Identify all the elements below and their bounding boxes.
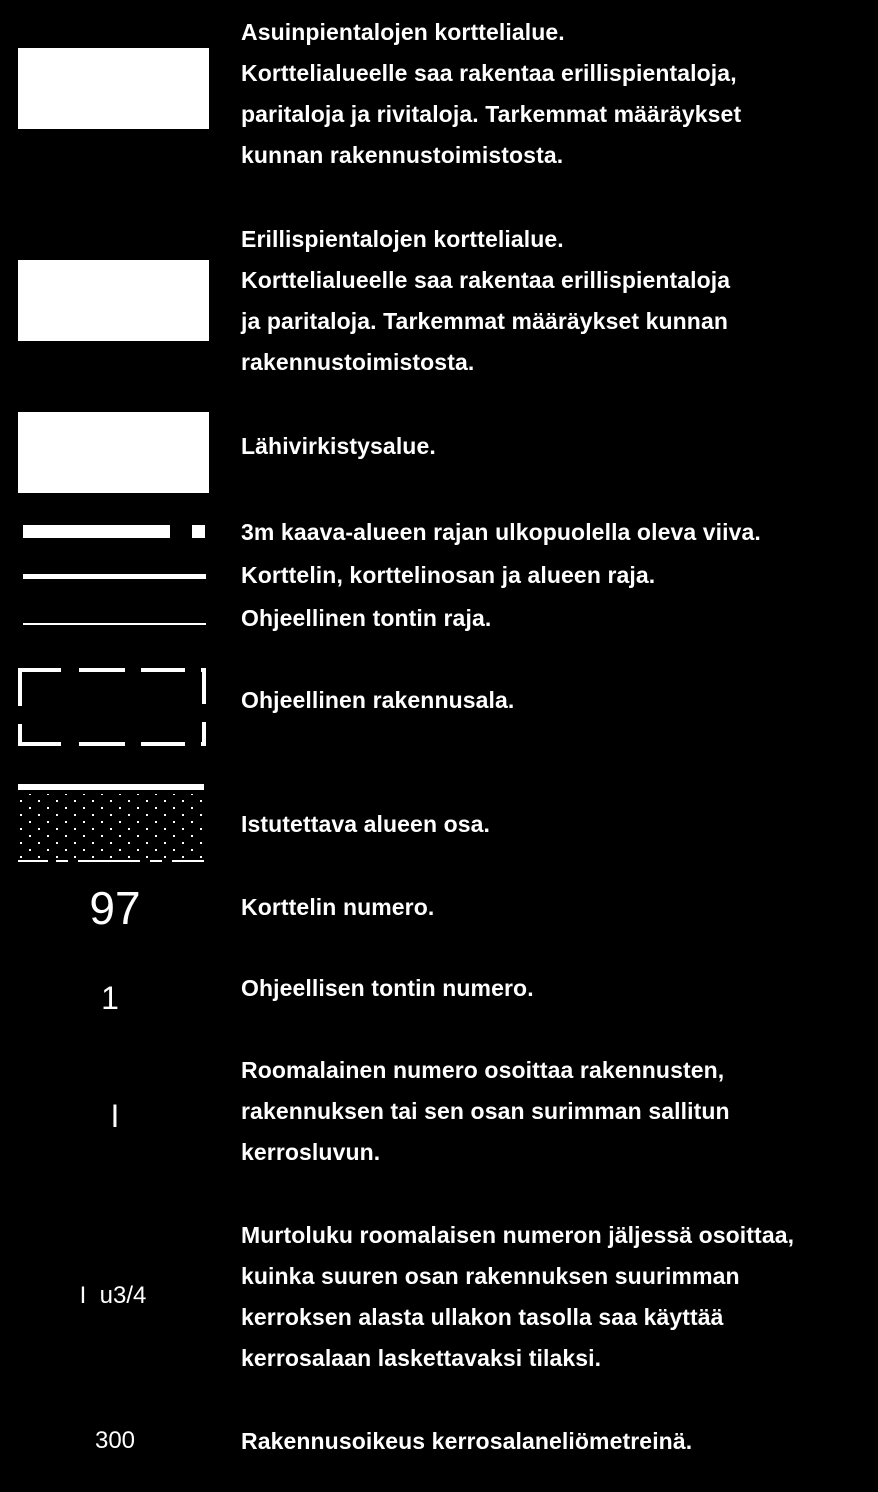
description-line: kerroksen alasta ullakon tasolla saa käyttää — [241, 1304, 724, 1330]
description-line: rakennuksen tai sen osan surimman sallitun — [241, 1098, 730, 1124]
description-line: Rakennusoikeus kerrosalaneliömetreinä. — [241, 1428, 693, 1454]
description-line: Murtoluku roomalaisen numeron jäljessä osoittaa, — [241, 1222, 795, 1248]
attic-fraction-symbol: I u3/4 — [79, 1282, 147, 1309]
description-line: Asuinpientalojen korttelialue. — [241, 19, 565, 45]
building-right-symbol: 300 — [94, 1427, 136, 1454]
block-boundary-description — [241, 555, 873, 596]
roman-numeral-symbol: I — [110, 1098, 120, 1134]
planting-area-dotted-symbol — [18, 784, 206, 864]
block-number-symbol: 97 — [89, 882, 141, 934]
description-line: ja paritaloja. Tarkemmat määräykset kunnan — [241, 308, 728, 334]
description-line: Korttelin, korttelinosan ja alueen raja. — [241, 562, 656, 588]
planting-area-description — [241, 804, 873, 845]
description-line: Ohjeellinen rakennusala. — [241, 687, 515, 713]
description-line: Ohjeellisen tontin numero. — [241, 975, 534, 1001]
description-line: rakennustoimistosta. — [241, 349, 475, 375]
building-area-description — [241, 680, 873, 721]
detached-house-block-description — [241, 219, 873, 383]
building-area-dashed-symbol — [18, 668, 208, 748]
description-line: kuinka suuren osan rakennuksen suurimman — [241, 1263, 740, 1289]
attic-fraction-description — [241, 1215, 873, 1379]
block-boundary-line-symbol — [23, 574, 206, 579]
residential-block-description — [241, 12, 873, 176]
description-line: Korttelin numero. — [241, 894, 435, 920]
description-line: Roomalainen numero osoittaa rakennusten, — [241, 1057, 725, 1083]
detached-house-block-swatch — [18, 260, 209, 341]
description-line: kerrosluvun. — [241, 1139, 381, 1165]
plot-boundary-description — [241, 598, 873, 639]
description-line: Korttelialueelle saa rakentaa erillispientaloja — [241, 267, 731, 293]
plan-boundary-square-symbol — [192, 525, 205, 538]
plot-boundary-line-symbol — [23, 623, 206, 625]
description-line: Lähivirkistysalue. — [241, 433, 436, 459]
plot-number-description — [241, 968, 873, 1009]
building-right-description — [241, 1421, 873, 1462]
plot-number-symbol: 1 — [101, 980, 119, 1016]
description-line: 3m kaava-alueen rajan ulkopuolella oleva viiva. — [241, 519, 761, 545]
description-line: Istutettava alueen osa. — [241, 811, 490, 837]
description-line: Korttelialueelle saa rakentaa erillispientaloja, — [241, 60, 737, 86]
description-line: kerrosalaan laskettavaksi tilaksi. — [241, 1345, 602, 1371]
plan-boundary-description — [241, 512, 873, 553]
block-number-description — [241, 887, 873, 928]
recreation-area-swatch — [18, 412, 209, 493]
description-line: Ohjeellinen tontin raja. — [241, 605, 492, 631]
description-line: kunnan rakennustoimistosta. — [241, 142, 564, 168]
recreation-area-description — [241, 426, 873, 467]
description-line: paritaloja ja rivitaloja. Tarkemmat määräykset — [241, 101, 742, 127]
residential-block-swatch — [18, 48, 209, 129]
plan-boundary-line-symbol — [23, 525, 170, 538]
roman-numeral-description — [241, 1050, 873, 1173]
description-line: Erillispientalojen korttelialue. — [241, 226, 564, 252]
